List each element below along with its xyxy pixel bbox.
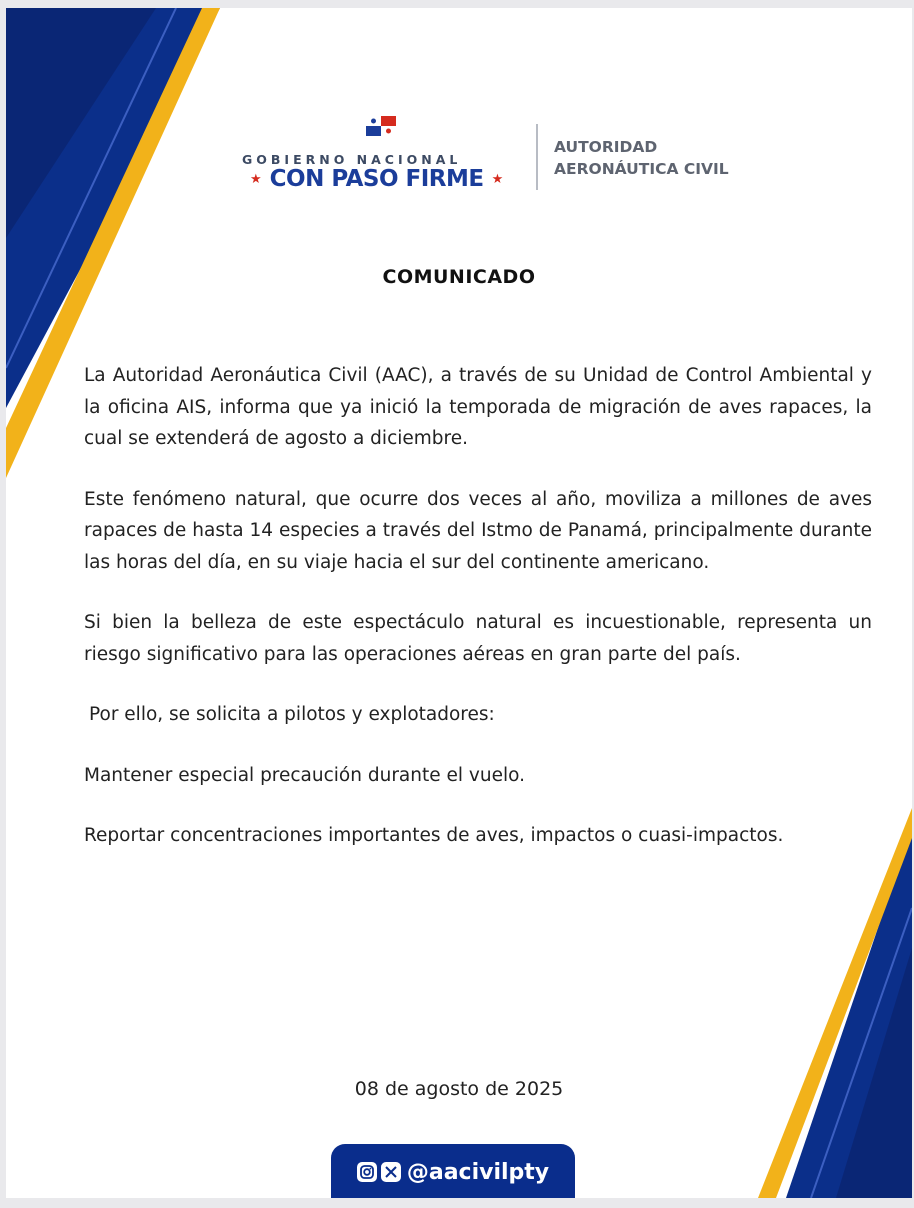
paragraph: Si bien la belleza de este espectáculo natural es incuestionable, representa un riesgo significativo para las operaciones aéreas en gran parte del país. bbox=[84, 612, 872, 665]
header-divider bbox=[536, 124, 538, 190]
social-handle[interactable]: @aacivilpty bbox=[406, 1159, 550, 1185]
document-title: COMUNICADO bbox=[382, 266, 536, 288]
government-line1: GOBIERNO NACIONAL bbox=[242, 152, 462, 167]
paragraph: Mantener especial precaución durante el vuelo. bbox=[84, 764, 525, 786]
paragraph: La Autoridad Aeronáutica Civil (AAC), a través de su Unidad de Control Ambiental y la oficina AIS, informa que ya inició la temporada de migración de aves rapaces, la cual se extenderá de agosto a diciembre. bbox=[84, 365, 872, 449]
government-line2: CON PASO FIRME bbox=[269, 166, 484, 192]
letterhead bbox=[6, 116, 912, 196]
paragraph: Por ello, se solicita a pilotos y explotadores: bbox=[89, 704, 495, 725]
agency-line2: AERONÁUTICA CIVIL bbox=[554, 160, 729, 178]
document-date: 08 de agosto de 2025 bbox=[354, 1078, 564, 1100]
panama-flag-icon bbox=[366, 116, 396, 136]
instagram-icon[interactable] bbox=[357, 1162, 377, 1182]
agency-name bbox=[554, 136, 729, 180]
paragraph: Este fenómeno natural, que ocurre dos veces al año, moviliza a millones de aves rapaces de hasta 14 especies a través del Istmo de Panamá, principalmente durante las horas del día, en su viaje hacia el sur del continente americano. bbox=[84, 488, 872, 573]
social-handle-badge[interactable] bbox=[331, 1144, 575, 1198]
government-slogan bbox=[250, 166, 530, 192]
agency-line1: AUTORIDAD bbox=[554, 138, 658, 156]
star-icon: ★ bbox=[491, 171, 504, 187]
paragraph: Reportar concentraciones importantes de aves, impactos o cuasi-impactos. bbox=[84, 825, 784, 846]
document-page bbox=[6, 8, 912, 1198]
document-body bbox=[84, 360, 872, 881]
x-icon[interactable] bbox=[381, 1162, 401, 1182]
star-icon: ★ bbox=[250, 171, 262, 187]
